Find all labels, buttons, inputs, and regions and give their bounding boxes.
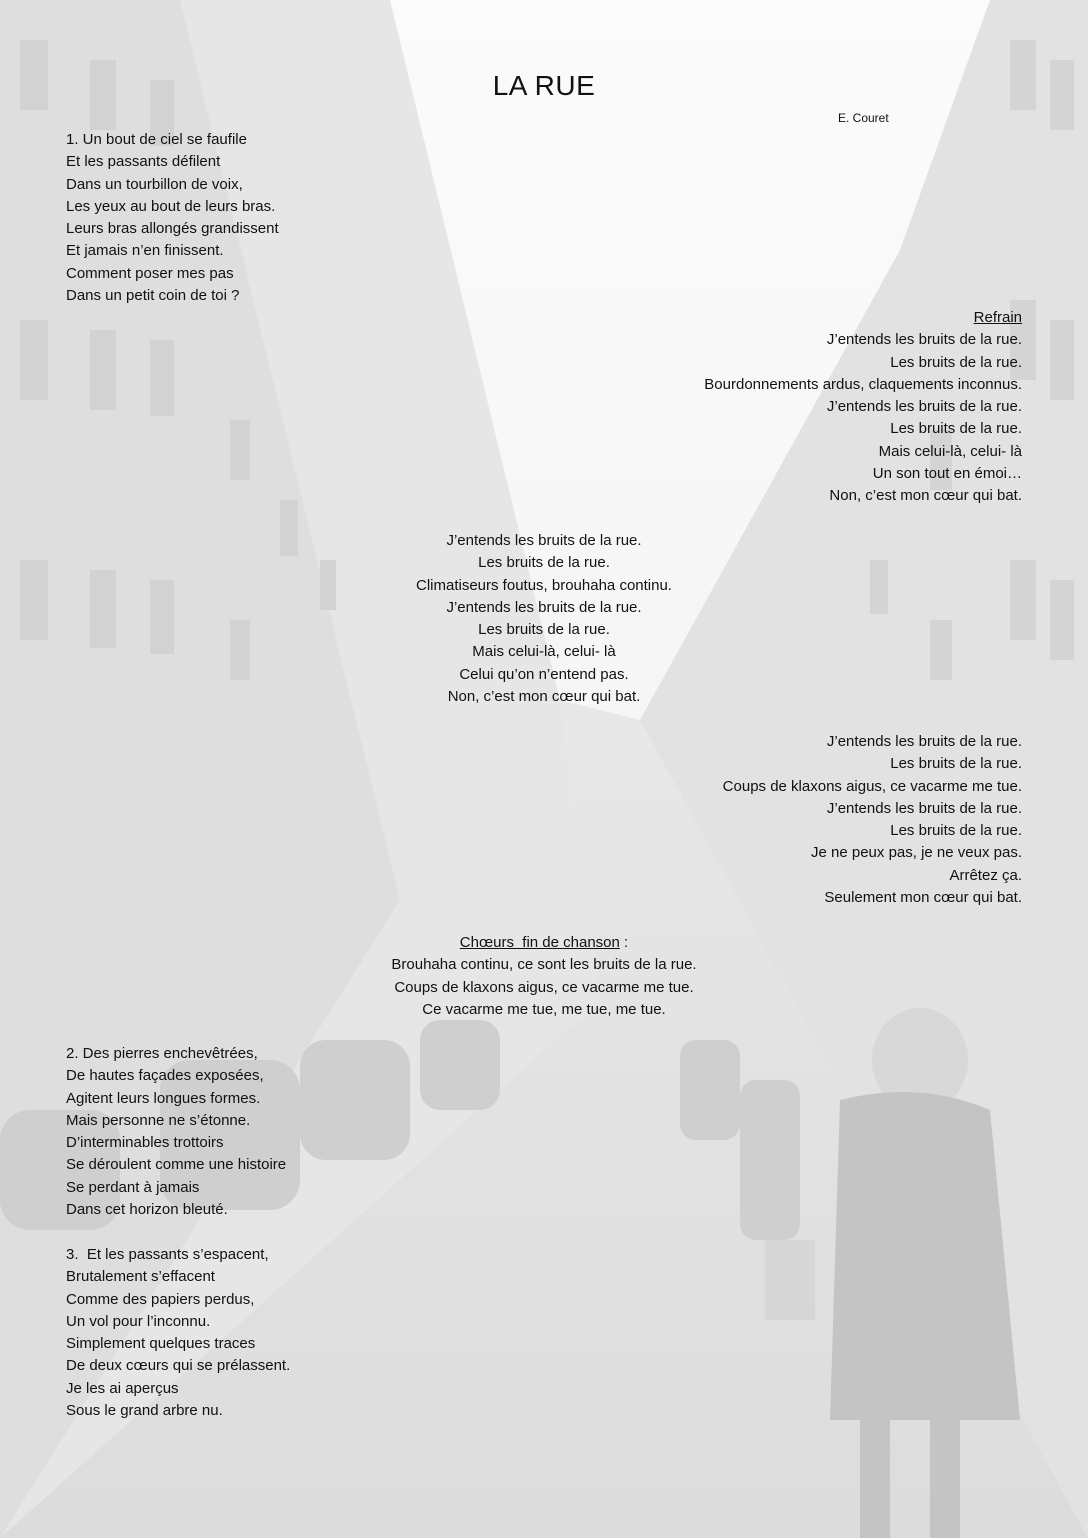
verse-line: Brutalement s’effacent: [66, 1268, 215, 1286]
verse-line: D’interminables trottoirs: [66, 1134, 224, 1152]
verse-line: 3. Et les passants s’espacent,: [66, 1246, 269, 1263]
refrain-line: Non, c’est mon cœur qui bat.: [447, 688, 641, 706]
verse-1: [66, 129, 279, 307]
refrain-line: Mais celui-là, celui- là: [878, 442, 1022, 460]
refrain-line: Les bruits de la rue.: [478, 621, 610, 639]
verse-2: [66, 1043, 286, 1221]
verse-line: Dans cet horizon bleuté.: [66, 1201, 228, 1219]
verse-line: Et les passants défilent: [66, 153, 221, 171]
refrain-line: Climatiseurs foutus, brouhaha continu.: [416, 576, 672, 594]
verse-line: Se perdant à jamais: [66, 1178, 200, 1196]
choeurs-section: [0, 932, 1088, 1021]
verse-line: Se déroulent comme une histoire: [66, 1156, 287, 1174]
verse-line: Agitent leurs longues formes.: [66, 1089, 261, 1107]
choeurs-heading-label: Chœurs fin de chanson: [459, 934, 620, 951]
verse-line: Mais personne ne s’étonne.: [66, 1111, 251, 1129]
refrain-line: Les bruits de la rue.: [890, 420, 1022, 438]
refrain-3: [723, 731, 1022, 909]
refrain-line: Les bruits de la rue.: [890, 822, 1022, 840]
choeurs-line: Brouhaha continu, ce sont les bruits de la rue.: [391, 956, 697, 974]
song-title: LA RUE: [492, 70, 596, 101]
refrain-line: Les bruits de la rue.: [890, 353, 1022, 371]
refrain-line: J’entends les bruits de la rue.: [826, 331, 1022, 349]
verse-3: [66, 1244, 290, 1422]
verse-line: Dans un tourbillon de voix,: [66, 175, 243, 193]
refrain-line: Seulement mon cœur qui bat.: [824, 889, 1022, 907]
refrain-line: Coups de klaxons aigus, ce vacarme me tue.: [722, 777, 1022, 795]
verse-line: Les yeux au bout de leurs bras.: [66, 197, 276, 215]
verse-line: Et jamais n’en finissent.: [66, 242, 224, 260]
refrain-line: J’entends les bruits de la rue.: [446, 532, 642, 549]
author-name: E. Couret: [838, 111, 889, 125]
refrain-line: J’entends les bruits de la rue.: [826, 733, 1022, 750]
refrain-line: Mais celui-là, celui- là: [472, 643, 616, 661]
choeurs-line: Coups de klaxons aigus, ce vacarme me tue.: [394, 978, 694, 996]
verse-line: De deux cœurs qui se prélassent.: [66, 1357, 291, 1375]
choeurs-heading: [0, 932, 1088, 954]
verse-line: Je les ai aperçus: [66, 1379, 179, 1397]
verse-line: Comme des papiers perdus,: [66, 1290, 255, 1308]
verse-line: Dans un petit coin de toi ?: [66, 287, 240, 305]
refrain-line: J’entends les bruits de la rue.: [446, 598, 642, 616]
refrain-2: [0, 530, 1088, 708]
refrain-line: Arrêtez ça.: [949, 866, 1022, 884]
refrain-line: Celui qu’on n’entend pas.: [459, 665, 629, 683]
choeurs-line: Ce vacarme me tue, me tue, me tue.: [422, 1000, 666, 1018]
verse-line: 1. Un bout de ciel se faufile: [66, 131, 247, 148]
refrain-line: Un son tout en émoi…: [872, 465, 1022, 483]
refrain-line: Bourdonnements ardus, claquements inconnus.: [704, 375, 1022, 393]
verse-line: Comment poser mes pas: [66, 264, 234, 282]
verse-line: Un vol pour l’inconnu.: [66, 1312, 211, 1330]
refrain-line: Les bruits de la rue.: [478, 554, 610, 572]
refrain-heading: Refrain: [973, 309, 1022, 326]
refrain-line: J’entends les bruits de la rue.: [826, 799, 1022, 817]
verse-line: Simplement quelques traces: [66, 1335, 256, 1353]
refrain-line: Non, c’est mon cœur qui bat.: [829, 487, 1022, 505]
refrain-line: Les bruits de la rue.: [890, 755, 1022, 773]
verse-line: De hautes façades exposées,: [66, 1067, 264, 1085]
choeurs-heading-colon: :: [619, 934, 629, 951]
refrain-1: [704, 307, 1022, 508]
refrain-line: Je ne peux pas, je ne veux pas.: [811, 844, 1022, 862]
verse-line: Sous le grand arbre nu.: [66, 1402, 223, 1420]
verse-line: Leurs bras allongés grandissent: [66, 220, 279, 238]
verse-line: 2. Des pierres enchevêtrées,: [66, 1045, 258, 1062]
refrain-line: J’entends les bruits de la rue.: [826, 398, 1022, 416]
